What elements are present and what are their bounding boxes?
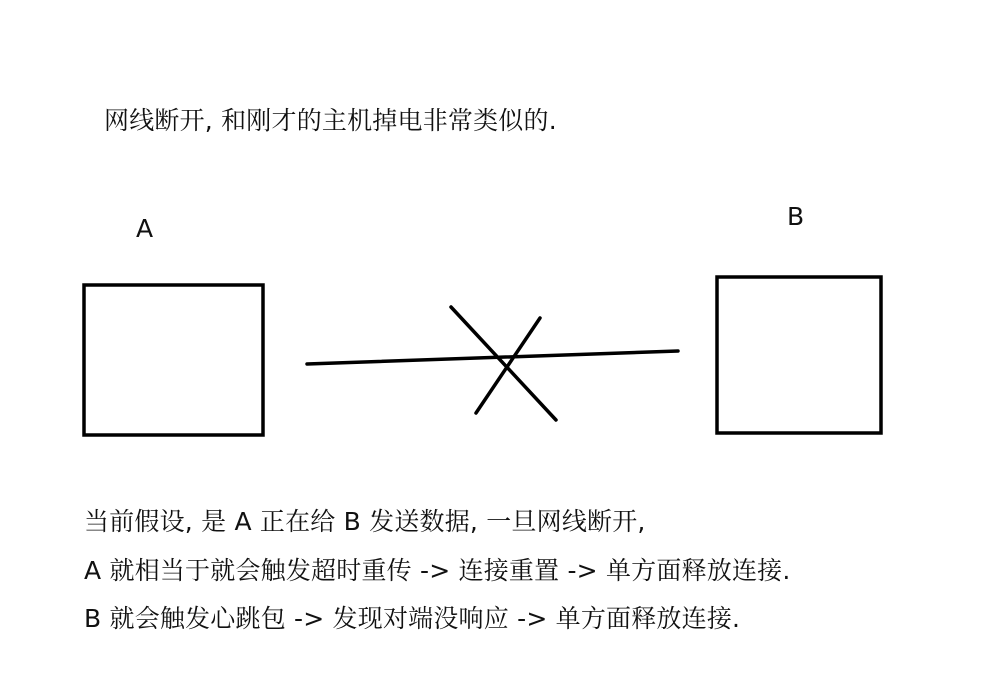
host-b-label: B [787,202,805,231]
description-line-2: A 就相当于就会触发超时重传 -> 连接重置 -> 单方面释放连接. [84,556,791,585]
host-a-label: A [136,214,154,243]
host-a-box [84,285,263,435]
diagram-heading: 网线断开, 和刚才的主机掉电非常类似的. [104,106,557,135]
host-b-box [717,277,881,433]
cable-break-cross-icon [451,307,556,420]
description-line-1: 当前假设, 是 A 正在给 B 发送数据, 一旦网线断开, [84,507,646,536]
description-line-3: B 就会触发心跳包 -> 发现对端没响应 -> 单方面释放连接. [84,604,741,633]
